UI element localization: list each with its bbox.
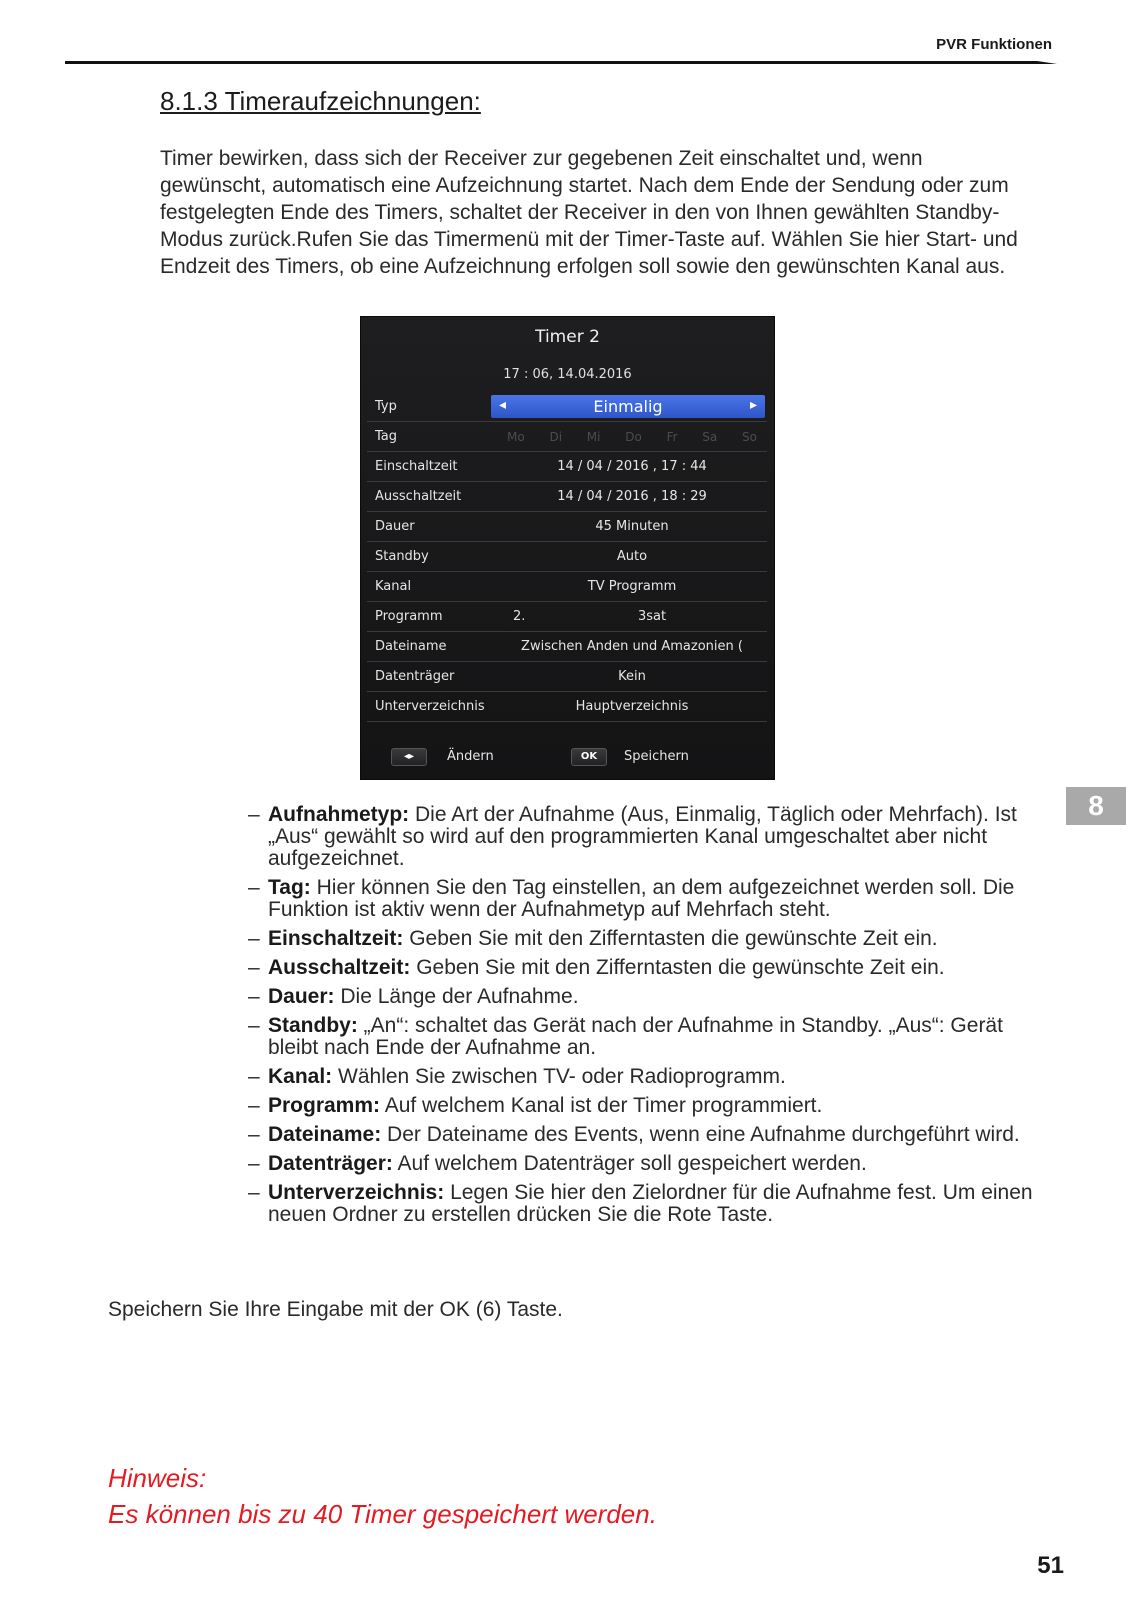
item-term: Programm: [268, 1094, 381, 1117]
chevron-right-icon[interactable]: ▸ [749, 397, 757, 413]
osd-footer [361, 747, 774, 769]
weekday-mi[interactable]: Mi [586, 430, 601, 444]
footer-change-label: Ändern [447, 749, 494, 764]
item-text: Auf welchem Kanal ist der Timer programmiert. [380, 1094, 823, 1117]
item-text: Geben Sie mit den Zifferntasten die gewünschte Zeit ein. [410, 956, 945, 979]
item-term: Unterverzeichnis: [268, 1181, 445, 1204]
field-description-list [248, 804, 1038, 1233]
list-item: – Unterverzeichnis: Legen Sie hier den Zielordner für die Aufnahme fest. Um einen neuen Ordner zu erstellen drücken Sie die Rote Taste. [248, 1181, 1033, 1226]
intro-paragraph: Timer bewirken, dass sich der Receiver zur gegebenen Zeit einschaltet und, wenn gewünscht, automatisch eine Aufzeichnung startet. Nach dem Ende der Sendung oder zum festgelegten Ende des Timers, schaltet der Receiver in den von Ihnen gewählten Standby-Modus zurück.Rufen Sie das Timermenü mit der Timer-Taste auf. Wählen Sie hier Start- und Endzeit des Timers, ob eine Aufzeichnung erfolgen soll sowie den gewünschten Kanal aus. [160, 147, 1018, 278]
ok-key-icon: OK [571, 748, 607, 766]
osd-label: Ausschaltzeit [375, 489, 462, 504]
list-item: – Tag: Hier können Sie den Tag einstellen, an dem aufgezeichnet werden soll. Die Funktion ist aktiv wenn der Aufnahmetyp auf Mehrfach steht. [248, 876, 1015, 921]
osd-value: TV Programm [587, 579, 677, 594]
weekday-fr[interactable]: Fr [666, 430, 678, 444]
list-item: – Einschaltzeit: Geben Sie mit den Zifferntasten die gewünschte Zeit ein. [248, 927, 938, 950]
weekday-mo[interactable]: Mo [507, 430, 525, 444]
typ-value: Einmalig [593, 397, 663, 416]
weekday-selector[interactable] [497, 430, 767, 444]
section-heading: 8.1.3 Timeraufzeichnungen: [160, 86, 481, 116]
weekday-di[interactable]: Di [549, 430, 563, 444]
item-text: Auf welchem Datenträger soll gespeichert werden. [392, 1152, 867, 1175]
item-term: Ausschaltzeit: [268, 956, 411, 979]
osd-datetime: 17 : 06, 14.04.2016 [503, 367, 632, 382]
osd-row-datentraeger[interactable] [367, 662, 767, 692]
item-text: Der Dateiname des Events, wenn eine Aufnahme durchgeführt wird. [381, 1123, 1020, 1146]
item-term: Standby: [268, 1014, 358, 1037]
osd-value: Zwischen Anden und Amazonien ( [521, 639, 743, 654]
osd-row-ausschaltzeit[interactable] [367, 482, 767, 512]
osd-label: Unterverzeichnis [375, 699, 485, 714]
weekday-so[interactable]: So [742, 430, 757, 444]
item-term: Tag: [268, 876, 311, 899]
chapter-tab: 8 [1066, 787, 1126, 825]
osd-label: Dateiname [375, 639, 447, 654]
timer-osd-screenshot [361, 317, 774, 779]
weekday-do[interactable]: Do [625, 430, 642, 444]
hint-title: Hinweis: [108, 1463, 207, 1493]
osd-label: Datenträger [375, 669, 455, 684]
osd-label: Standby [375, 549, 429, 564]
osd-value: 45 Minuten [595, 519, 669, 534]
list-item: – Kanal: Wählen Sie zwischen TV- oder Radioprogramm. [248, 1065, 786, 1088]
weekday-sa[interactable]: Sa [702, 430, 718, 444]
osd-row-typ[interactable] [367, 392, 767, 422]
osd-row-tag[interactable] [367, 422, 767, 452]
osd-title: Timer 2 [535, 327, 600, 347]
list-item: – Ausschaltzeit: Geben Sie mit den Zifferntasten die gewünschte Zeit ein. [248, 956, 945, 979]
item-term: Einschaltzeit: [268, 927, 404, 950]
programm-channel: 3sat [637, 609, 667, 624]
programm-number: 2. [513, 609, 526, 624]
item-text: „An“: schaltet das Gerät nach der Aufnahme in Standby. „Aus“: Gerät bleibt nach Ende der Aufnahme an. [268, 1014, 1003, 1059]
item-text: Die Art der Aufnahme (Aus, Einmalig, Täglich oder Mehrfach). Ist „Aus“ gewählt so wird auf den programmierten Kanal umgeschaltet aber nicht aufgezeichnet. [268, 803, 1017, 870]
osd-row-programm[interactable] [367, 602, 767, 632]
osd-value: 14 / 04 / 2016 , 18 : 29 [557, 489, 707, 504]
list-item: – Standby: „An“: schaltet das Gerät nach der Aufnahme in Standby. „Aus“: Gerät bleibt nach Ende der Aufnahme an. [248, 1014, 1003, 1059]
item-term: Dauer: [268, 985, 335, 1008]
item-text: Hier können Sie den Tag einstellen, an dem aufgezeichnet werden soll. Die Funktion ist aktiv wenn der Aufnahmetyp auf Mehrfach steht. [268, 876, 1015, 921]
page-number: 51 [1037, 1552, 1064, 1579]
osd-row-standby[interactable] [367, 542, 767, 572]
osd-row-kanal[interactable] [367, 572, 767, 602]
footer-save-label: Speichern [624, 749, 689, 764]
hint-text: Es können bis zu 40 Timer gespeichert werden. [108, 1499, 657, 1529]
osd-value: Auto [616, 549, 648, 564]
item-term: Aufnahmetyp: [268, 803, 410, 826]
osd-row-dateiname[interactable] [367, 632, 767, 662]
osd-row-einschaltzeit[interactable] [367, 452, 767, 482]
osd-value: Hauptverzeichnis [575, 699, 689, 714]
osd-label: Kanal [375, 579, 412, 594]
osd-label: Programm [375, 609, 443, 624]
save-note: Speichern Sie Ihre Eingabe mit der OK (6) Taste. [108, 1298, 563, 1321]
item-text: Geben Sie mit den Zifferntasten die gewünschte Zeit ein. [403, 927, 938, 950]
header-rule [65, 61, 1057, 64]
left-right-key-icon: ◂▸ [391, 748, 427, 766]
typ-selector[interactable] [491, 395, 765, 418]
hint-box [108, 1460, 657, 1532]
item-term: Kanal: [268, 1065, 333, 1088]
osd-label: Einschaltzeit [375, 459, 458, 474]
osd-row-dauer[interactable] [367, 512, 767, 542]
item-term: Datenträger: [268, 1152, 393, 1175]
item-text: Legen Sie hier den Zielordner für die Aufnahme fest. Um einen neuen Ordner zu erstellen drücken Sie die Rote Taste. [268, 1181, 1033, 1226]
item-text: Wählen Sie zwischen TV- oder Radioprogramm. [332, 1065, 786, 1088]
osd-label: Dauer [375, 519, 415, 534]
osd-settings-list [367, 392, 767, 722]
list-item: – Aufnahmetyp: Die Art der Aufnahme (Aus, Einmalig, Täglich oder Mehrfach). Ist „Aus“ gewählt so wird auf den programmierten Kanal umgeschaltet aber nicht aufgezeichnet. [248, 803, 1017, 870]
item-term: Dateiname: [268, 1123, 382, 1146]
list-item: – Programm: Auf welchem Kanal ist der Timer programmiert. [248, 1094, 823, 1117]
chevron-left-icon[interactable]: ◂ [499, 397, 507, 413]
item-text: Die Länge der Aufnahme. [334, 985, 579, 1008]
osd-label: Tag [375, 429, 398, 444]
list-item: – Dauer: Die Länge der Aufnahme. [248, 985, 579, 1008]
osd-value: 14 / 04 / 2016 , 17 : 44 [557, 459, 707, 474]
list-item: – Dateiname: Der Dateiname des Events, wenn eine Aufnahme durchgeführt wird. [248, 1123, 1020, 1146]
osd-value: Kein [618, 669, 646, 684]
osd-row-unterverzeichnis[interactable] [367, 692, 767, 722]
running-header: PVR Funktionen [936, 36, 1052, 53]
osd-label: Typ [375, 399, 397, 414]
list-item: – Datenträger: Auf welchem Datenträger soll gespeichert werden. [248, 1152, 867, 1175]
